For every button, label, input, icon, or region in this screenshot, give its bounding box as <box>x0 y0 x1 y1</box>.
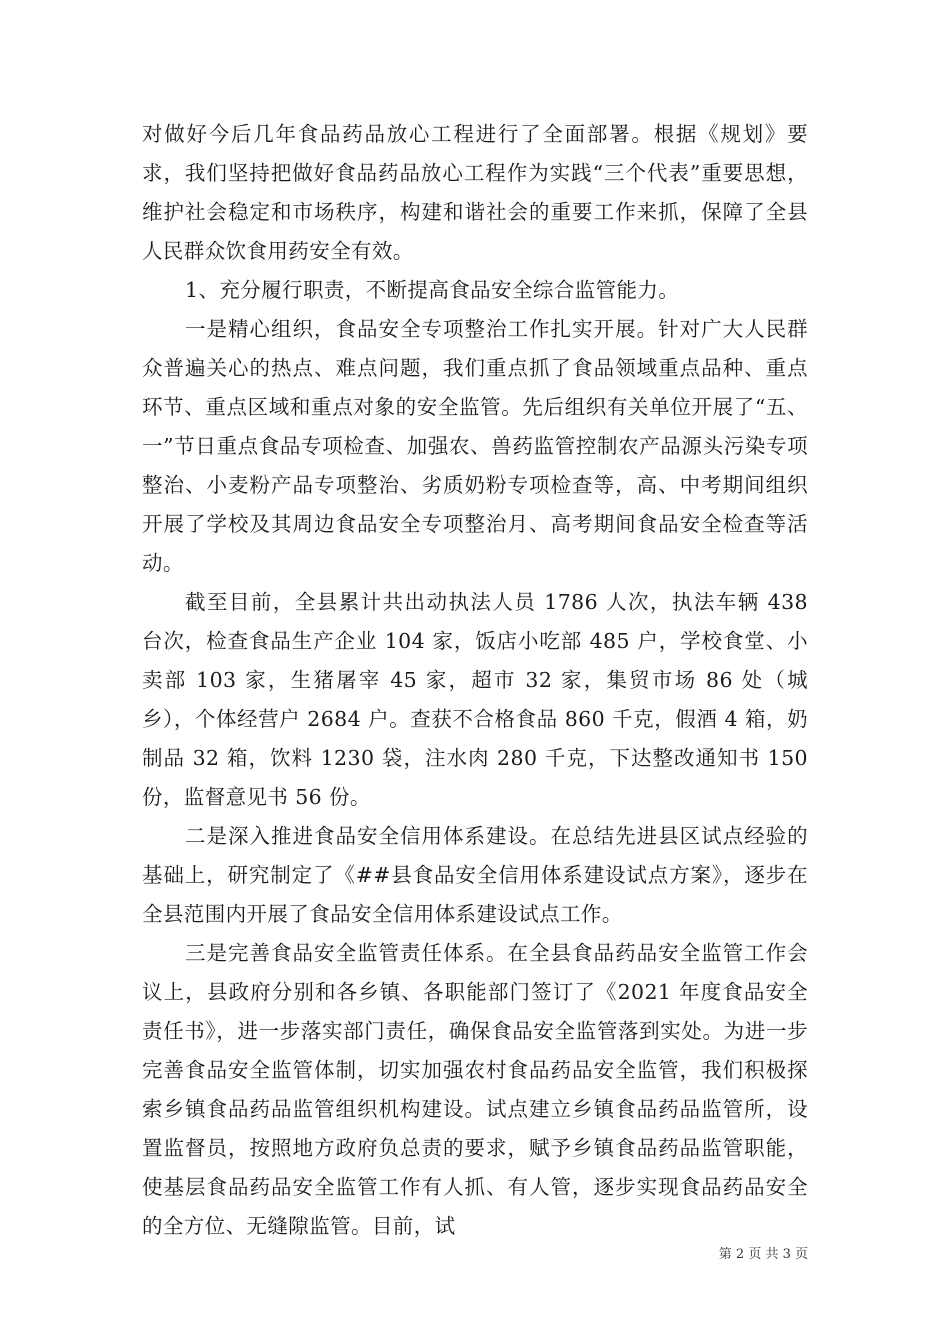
page-number: 第 2 页 共 3 页 <box>718 1247 808 1262</box>
document-body <box>142 115 808 1246</box>
paragraph-point-1: 一是精心组织，食品安全专项整治工作扎实开展。针对广大人民群众普遍关心的热点、难点问题，我们重点抓了食品领域重点品种、重点环节、重点区域和重点对象的安全监管。先后组织有关单位开展了“五、一”节日重点食品专项检查、加强农、兽药监管控制农产品源头污染专项整治、小麦粉产品专项整治、劣质奶粉专项检查等，高、中考期间组织开展了学校及其周边食品安全专项整治月、高考期间食品安全检查等活动。 <box>142 317 808 575</box>
section-1-heading: 1、充分履行职责，不断提高食品安全综合监管能力。 <box>185 278 680 302</box>
paragraph-point-2: 二是深入推进食品安全信用体系建设。在总结先进县区试点经验的基础上，研究制定了《##县食品安全信用体系建设试点方案》，逐步在全县范围内开展了食品安全信用体系建设试点工作。 <box>142 824 808 926</box>
paragraph-statistics: 截至目前，全县累计共出动执法人员 1786 人次，执法车辆 438 台次，检查食品生产企业 104 家，饭店小吃部 485 户，学校食堂、小卖部 103 家，生猪屠宰 45 家，超市 32 家，集贸市场 86 处（城乡），个体经营户 2684 户。查获不合格食品 860 千克，假酒 4 箱，奶制品 32 箱，饮料 1230 袋，注水肉 280 千克，下达整改通知书 150 份，监督意见书 56 份。 <box>142 590 808 809</box>
paragraph-intro-continued: 对做好今后几年食品药品放心工程进行了全面部署。根据《规划》要求，我们坚持把做好食品药品放心工程作为实践“三个代表”重要思想，维护社会稳定和市场秩序，构建和谐社会的重要工作来抓，保障了全县人民群众饮食用药安全有效。 <box>142 122 808 263</box>
paragraph-point-3: 三是完善食品安全监管责任体系。在全县食品药品安全监管工作会议上，县政府分别和各乡镇、各职能部门签订了《2021 年度食品安全责任书》，进一步落实部门责任，确保食品安全监管落到实处。为进一步完善食品安全监管体制，切实加强农村食品药品安全监管，我们积极探索乡镇食品药品监管组织机构建设。试点建立乡镇食品药品监管所，设置监督员，按照地方政府负总责的要求，赋予乡镇食品药品监管职能，使基层食品药品安全监管工作有人抓、有人管，逐步实现食品药品安全的全方位、无缝隙监管。目前，试 <box>142 941 808 1238</box>
